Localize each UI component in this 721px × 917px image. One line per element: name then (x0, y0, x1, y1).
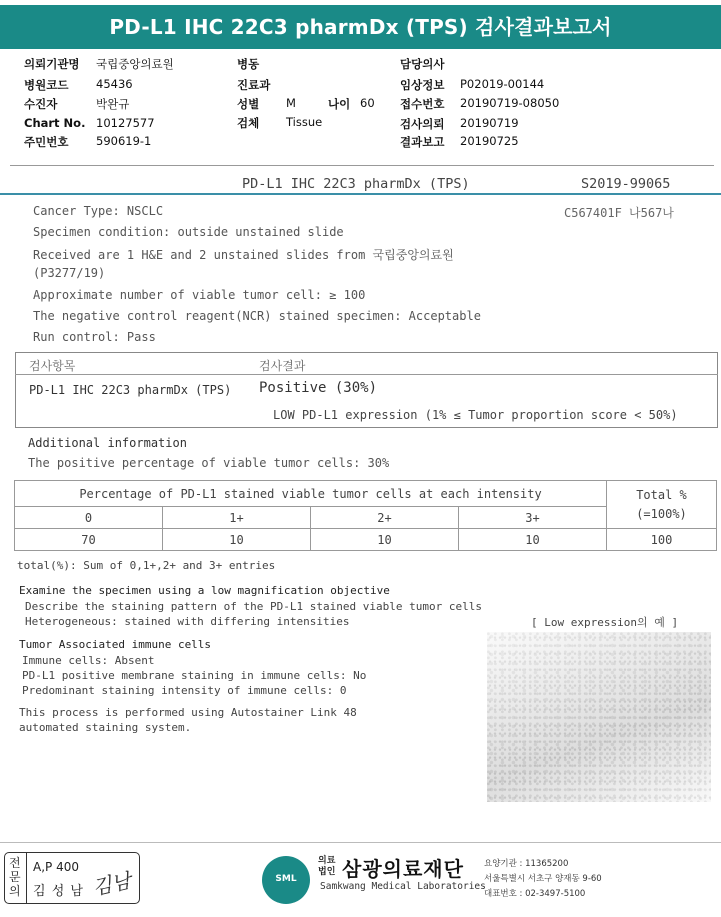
total-header: Total % (636, 487, 687, 502)
receipt-no-value: 20190719-08050 (460, 96, 560, 110)
stamp-name: 김 성 남 (33, 884, 84, 899)
level-cell: 1+ (163, 507, 311, 529)
org-prefix-bottom: 법인 (318, 867, 336, 877)
value-cell: 10 (163, 529, 311, 551)
request-date-label: 검사의뢰 (400, 117, 445, 131)
intensity-table-header: Percentage of PD-L1 stained viable tumor cells at each intensity (15, 481, 607, 507)
report-number: S2019-99065 (581, 176, 671, 192)
org-name: 삼광의료재단 (342, 857, 464, 881)
result-value: Positive (30%) (259, 380, 378, 396)
receipt-no-label: 접수번호 (400, 97, 445, 111)
hospital-code-value: 45436 (96, 77, 133, 91)
doctor-label: 담당의사 (400, 57, 445, 71)
resident-no-value: 590619-1 (96, 134, 152, 148)
immune-title: Tumor Associated immune cells (19, 638, 212, 651)
report-test-name: PD-L1 IHC 22C3 pharmDx (TPS) (242, 176, 470, 192)
stamp-label: 전문의 (9, 856, 21, 898)
hospital-code-label: 병원코드 (24, 78, 69, 92)
report-title: PD-L1 IHC 22C3 pharmDx (TPS) 검사결과보고서 (0, 5, 721, 49)
value-cell: 10 (311, 529, 459, 551)
stamp-code: A,P 400 (33, 860, 79, 874)
org-logo-label: SML (275, 874, 297, 884)
result-expression: LOW PD-L1 expression (1% ≤ Tumor proportion score < 50%) (273, 408, 678, 422)
care-number: 요양기관 : 11365200 (484, 859, 569, 869)
report-date-value: 20190725 (460, 134, 519, 148)
result-col-result-header: 검사결과 (259, 359, 306, 373)
intensity-table-note: total(%): Sum of 0,1+,2+ and 3+ entries (17, 559, 276, 572)
staining-pattern-line: Describe the staining pattern of the PD-L1 stained viable tumor cells (25, 600, 482, 613)
staining-heterogeneous-line: Heterogeneous: stained with differing intensities (25, 615, 350, 628)
patient-label: 수진자 (24, 97, 58, 111)
total-subheader: (=100%) (636, 506, 687, 521)
immune-cells-line: Immune cells: Absent (22, 654, 155, 667)
ncr-line: The negative control reagent(NCR) stained specimen: Acceptable (33, 309, 481, 323)
received-ref-line: (P3277/19) (33, 266, 106, 280)
staining-title: Examine the specimen using a low magnification objective (19, 584, 390, 597)
chart-no-value: 10127577 (96, 116, 155, 130)
specimen-value: Tissue (286, 115, 323, 129)
image-caption: [ Low expression의 예 ] (531, 616, 679, 629)
viable-cell-line: Approximate number of viable tumor cell: ≥ 100 (33, 288, 366, 302)
value-cell: 10 (459, 529, 607, 551)
result-col-item-header: 검사항목 (29, 359, 76, 373)
org-prefix (318, 856, 335, 878)
report-date-label: 결과보고 (400, 135, 445, 149)
specimen-label: 검체 (237, 116, 260, 130)
process-line-1: This process is performed using Autostainer Link 48 (19, 706, 357, 719)
signature-mark: 김남 (90, 868, 134, 900)
age-label: 나이 (328, 97, 351, 111)
additional-info-title: Additional information (28, 436, 187, 450)
additional-info-line: The positive percentage of viable tumor cells: 30% (28, 456, 390, 470)
department-label: 진료과 (237, 78, 271, 92)
specimen-condition-line: Specimen condition: outside unstained slide (33, 225, 344, 239)
level-cell: 0 (15, 507, 163, 529)
sex-value: M (286, 96, 296, 110)
org-prefix-top: 의료 (318, 856, 336, 866)
org-phone: 대표번호 : 02-3497-5100 (484, 889, 586, 899)
immune-membrane-line: PD-L1 positive membrane staining in immune cells: No (22, 669, 367, 682)
cancer-type-line: Cancer Type: NSCLC (33, 204, 164, 218)
clinical-info-value: P02019-00144 (460, 77, 545, 91)
example-image-shading (487, 632, 711, 802)
received-line: Received are 1 H&E and 2 unstained slides from 국립중앙의료원 (33, 248, 454, 262)
run-control-line: Run control: Pass (33, 330, 156, 344)
institution-label: 의뢰기관명 (24, 57, 80, 71)
report-divider (0, 193, 721, 195)
result-box-divider (15, 374, 718, 375)
level-cell: 3+ (459, 507, 607, 529)
chart-no-label: Chart No. (24, 116, 86, 130)
sex-label: 성별 (237, 97, 260, 111)
immune-intensity-line: Predominant staining intensity of immune cells: 0 (22, 684, 347, 697)
patient-value: 박완규 (96, 97, 130, 111)
total-header-cell (607, 481, 717, 529)
stamp-divider (26, 853, 27, 903)
resident-no-label: 주민번호 (24, 135, 69, 149)
institution-value: 국립중앙의료원 (96, 57, 174, 71)
request-date-value: 20190719 (460, 116, 519, 130)
result-item: PD-L1 IHC 22C3 pharmDx (TPS) (29, 383, 232, 397)
header-divider (10, 165, 714, 166)
age-value: 60 (360, 96, 375, 110)
specimen-code: C567401F 나567나 (564, 206, 674, 220)
clinical-info-label: 임상정보 (400, 78, 445, 92)
ward-label: 병동 (237, 57, 260, 71)
process-line-2: automated staining system. (19, 721, 192, 734)
level-cell: 2+ (311, 507, 459, 529)
org-english-name: Samkwang Medical Laboratories (320, 881, 486, 892)
org-address: 서울특별시 서초구 양재동 9-60 (484, 874, 602, 884)
footer-divider (0, 842, 721, 843)
intensity-table (14, 480, 717, 551)
total-value-cell: 100 (607, 529, 717, 551)
header-row-institution (24, 56, 80, 72)
value-cell: 70 (15, 529, 163, 551)
